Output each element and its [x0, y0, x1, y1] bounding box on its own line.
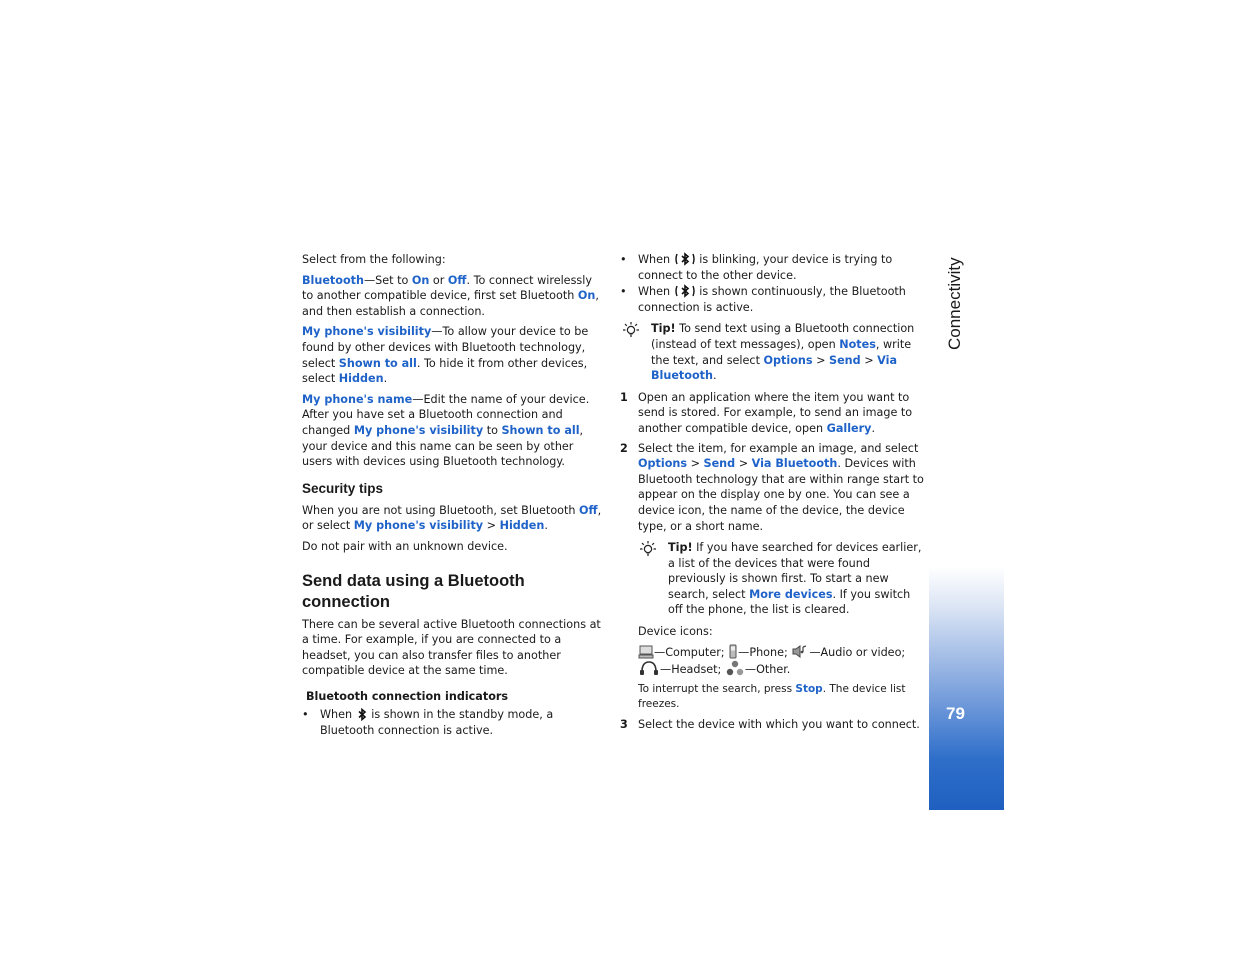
page-number: 79	[946, 704, 965, 723]
hidden-link: Hidden	[338, 372, 384, 386]
bluetooth-active-icon	[674, 284, 696, 298]
indicators-heading: Bluetooth connection indicators	[306, 689, 509, 703]
device-icons-label: Device icons:	[638, 625, 713, 639]
on-link: On	[411, 273, 430, 287]
send-data-heading: Send data using a Bluetooth connection	[302, 571, 525, 611]
send-data-intro: There can be several active Bluetooth connections at a time. For example, if you are connected to a headset, you can also transfer files to another compatible device at the same time.	[302, 617, 601, 678]
computer-icon	[638, 645, 654, 659]
notes-link: Notes	[839, 337, 876, 351]
tip-send-text: Tip! To send text using a Bluetooth connection (instead of text messages), open Notes, write the text, and select Options > Send > Via Bluetooth.	[620, 321, 925, 383]
gallery-link: Gallery	[826, 421, 872, 435]
intro-text: Select from the following:	[302, 253, 446, 266]
step-1: 1 Open an application where the item you want to send is stored. For example, to send an image to another compatible device, open Gallery.	[620, 390, 913, 435]
step-3: 3 Select the device with which you want to connect.	[620, 718, 920, 732]
step-2: 2 Select the item, for example an image, and select Options > Send > Via Bluetooth. Devices with Bluetooth technology that are within range start to appear on the display one by one. You can see a device icon, the name of the device, the device type, or a short name.	[620, 441, 924, 533]
indicator-continuous: • When is shown continuously, the Bluetooth connection is active.	[620, 285, 906, 314]
phone-name-link: My phone's name	[302, 392, 413, 406]
tip-search-devices: Tip! If you have searched for devices earlier, a list of the devices that were found previously is shown first. To start a new search, select More devices. If you switch off the phone, the list is cleared.	[637, 540, 925, 618]
chapter-title: Connectivity	[945, 257, 964, 350]
phone-icon	[728, 644, 738, 659]
tip-bulb-icon	[637, 540, 659, 560]
security-tip-2: Do not pair with an unknown device.	[302, 539, 508, 553]
indicator-blinking: • When is blinking, your device is trying to connect to the other device.	[620, 253, 893, 282]
stop-link: Stop	[795, 682, 823, 695]
bluetooth-link: Bluetooth	[302, 273, 364, 287]
off-link: Off	[447, 273, 467, 287]
audio-video-icon	[791, 644, 809, 659]
other-device-icon	[725, 660, 745, 676]
bluetooth-option: Bluetooth—Set to On or Off. To connect wirelessly to another compatible device, first set Bluetooth On, and then establish a connection.	[302, 273, 599, 318]
tip-bulb-icon	[620, 321, 642, 341]
headset-icon	[638, 660, 660, 676]
security-tip-1: When you are not using Bluetooth, set Bluetooth Off, or select My phone's visibility > Hidden.	[302, 503, 602, 533]
indicator-standby: • When is shown in the standby mode, a Bluetooth connection is active.	[302, 708, 554, 738]
bluetooth-connecting-icon	[674, 252, 696, 266]
device-icons-list: —Computer; —Phone; —Audio or video; —Headset; —Other.	[638, 644, 925, 678]
phone-name-option: My phone's name—Edit the name of your device. After you have set a Bluetooth connection and changed My phone's visibility to Shown to all, your device and this name can be seen by other users with devices using Bluetooth technology.	[302, 392, 590, 469]
left-column	[302, 252, 602, 740]
shown-to-all-link: Shown to all	[338, 356, 417, 370]
right-column	[620, 252, 925, 737]
security-tips-heading: Security tips	[302, 480, 384, 496]
device-icons-block	[620, 624, 925, 713]
bluetooth-icon	[356, 708, 368, 721]
visibility-option: My phone's visibility—To allow your device to be found by other devices with Bluetooth technology, select Shown to all. To hide it from other devices, select Hidden.	[302, 325, 589, 386]
interrupt-search-text: To interrupt the search, press Stop. The device list freezes.	[638, 682, 906, 711]
more-devices-link: More devices	[749, 587, 833, 601]
visibility-link: My phone's visibility	[302, 325, 432, 339]
